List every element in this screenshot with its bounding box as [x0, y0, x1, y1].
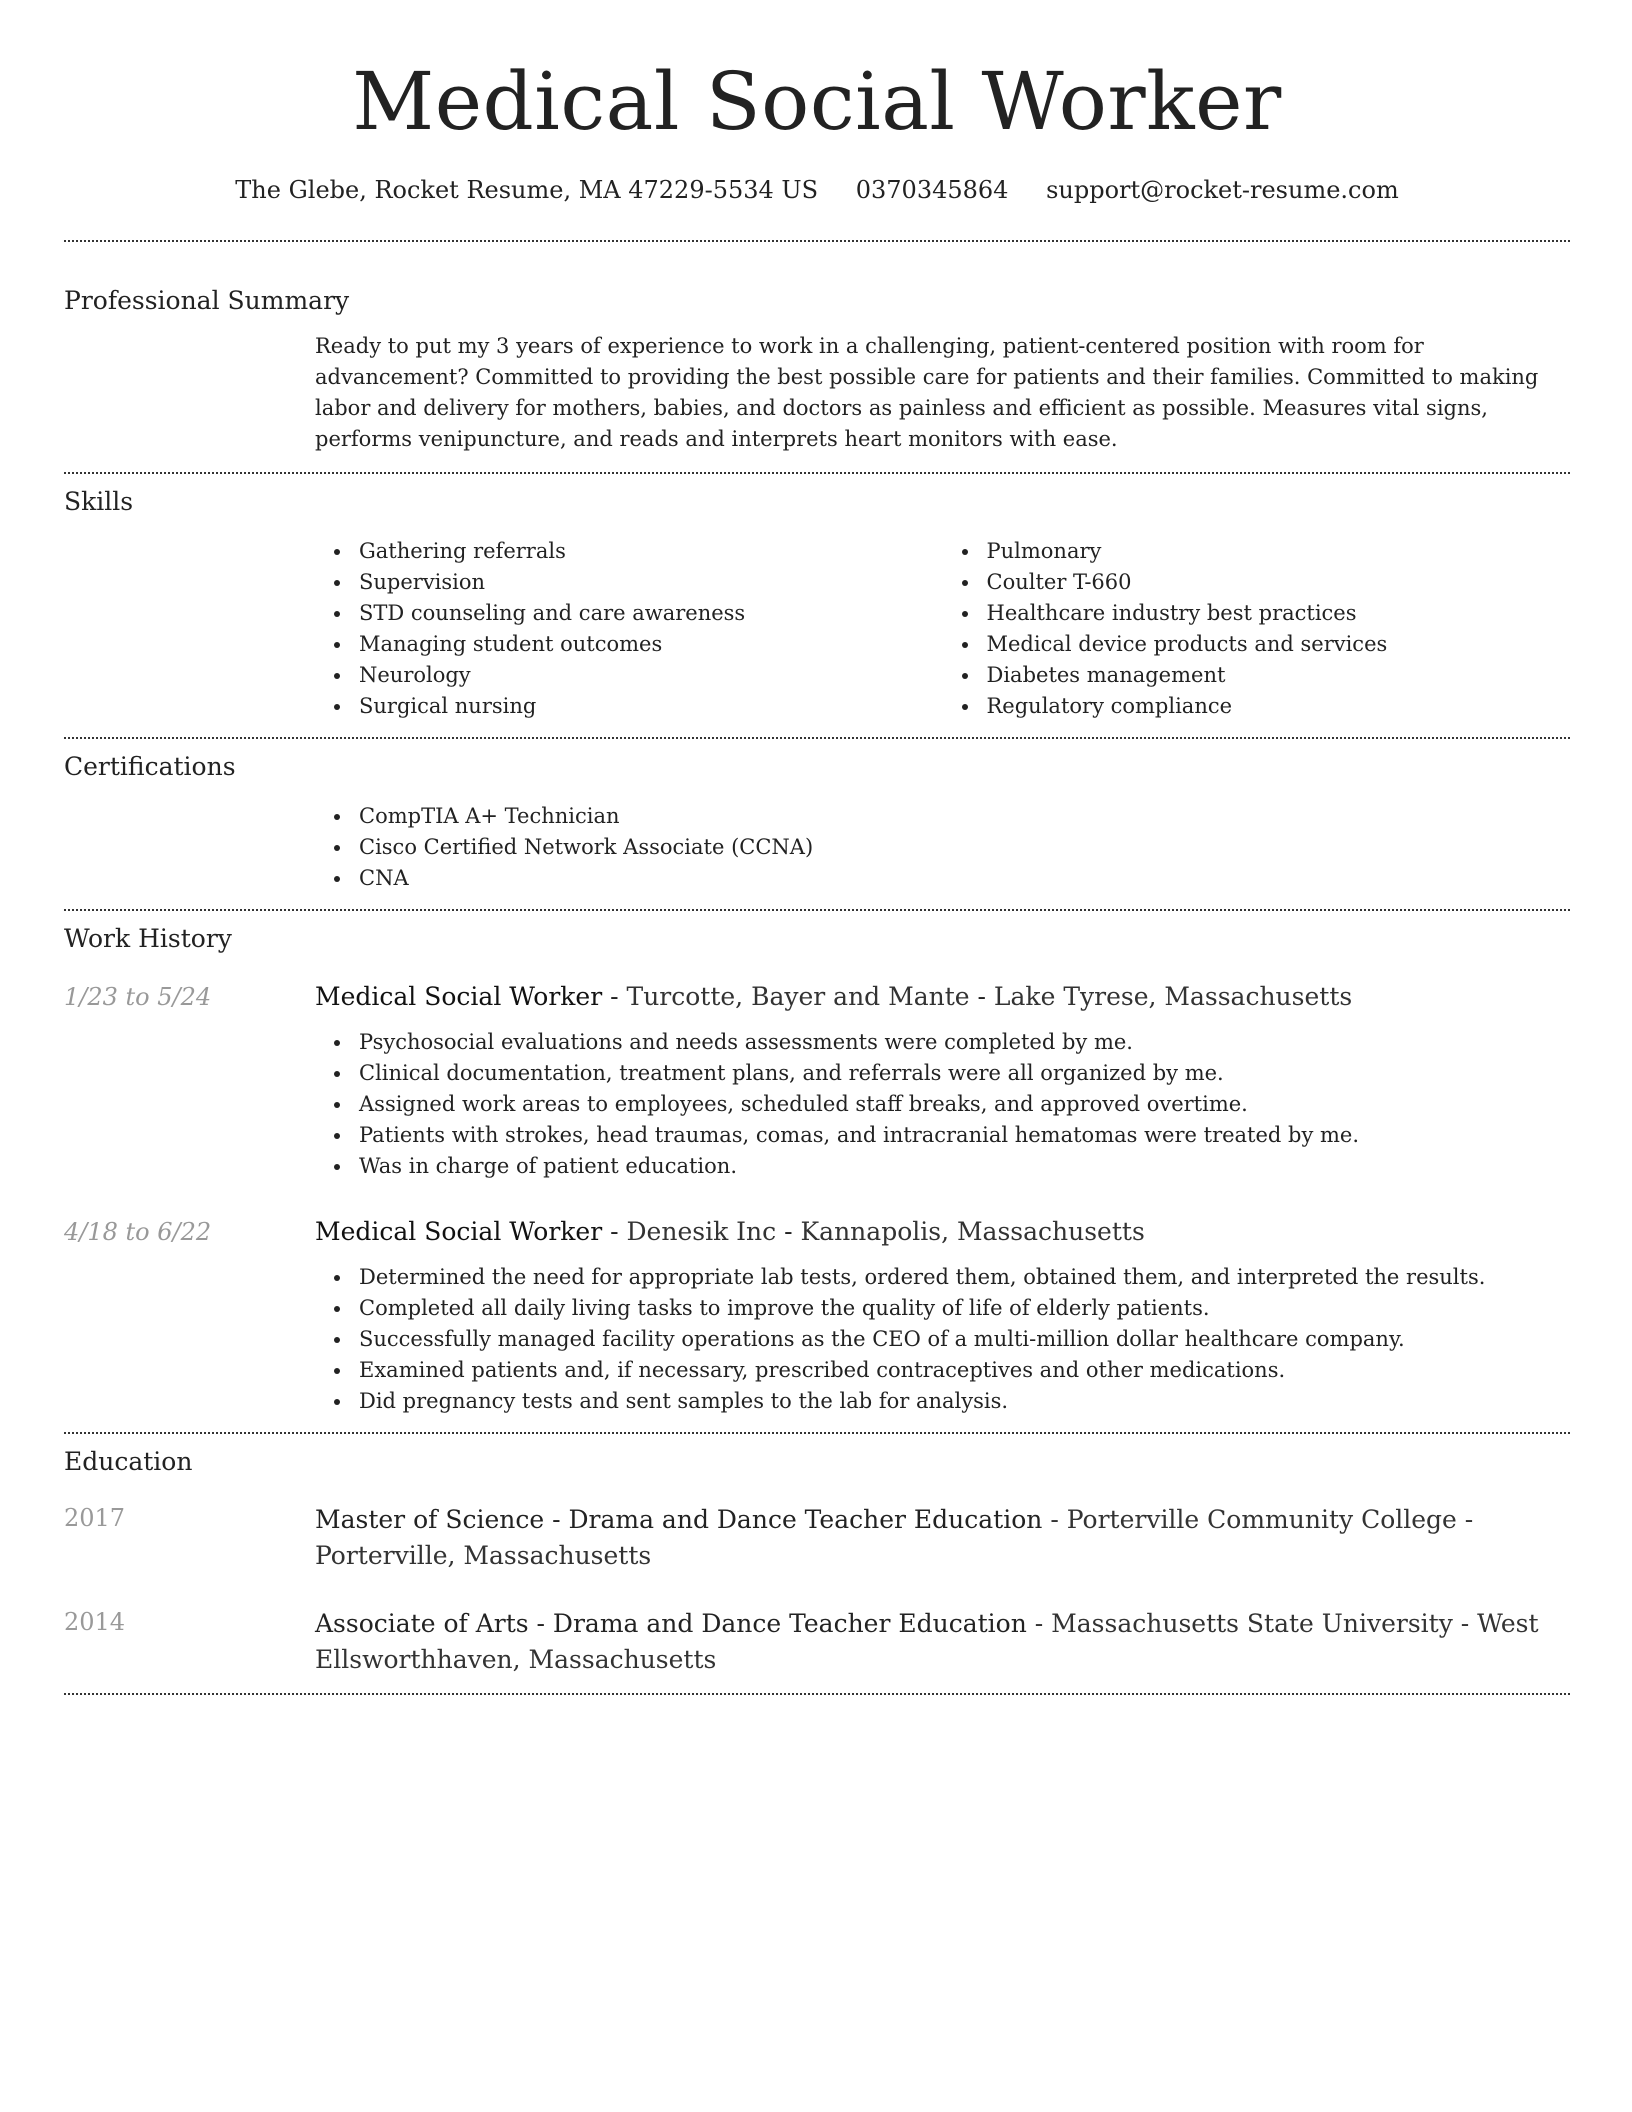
skill-item: Regulatory compliance	[943, 691, 1571, 722]
education-entry	[64, 1606, 1570, 1678]
separator: -	[776, 1217, 801, 1246]
job-bullet: Determined the need for appropriate lab tests, ordered them, obtained them, and interpreted the results.	[315, 1262, 1570, 1293]
divider	[64, 240, 1570, 242]
skills-list-right	[943, 536, 1571, 722]
job-bullet: Assigned work areas to employees, scheduled staff breaks, and approved overtime.	[315, 1089, 1570, 1120]
resume-name: Medical Social Worker	[352, 55, 1282, 148]
job-company: Turcotte, Bayer and Mante	[626, 982, 970, 1011]
job-bullet: Patients with strokes, head traumas, comas, and intracranial hematomas were treated by me.	[315, 1120, 1570, 1151]
certifications-heading: Certifications	[64, 752, 236, 781]
job-company: Denesik Inc	[626, 1217, 777, 1246]
certification-item: CompTIA A+ Technician	[315, 801, 1570, 832]
education-degree: Master of Science - Drama and Dance Teacher Education	[315, 1505, 1043, 1534]
job-bullet: Psychosocial evaluations and needs assessments were completed by me.	[315, 1027, 1570, 1058]
education-section	[64, 1446, 1570, 1678]
work-history-section	[64, 923, 1570, 1417]
skills-section	[64, 486, 1570, 722]
education-entry	[64, 1502, 1570, 1574]
summary-section	[64, 285, 1570, 455]
divider	[64, 1693, 1570, 1695]
work-history-heading: Work History	[64, 924, 232, 953]
summary-heading: Professional Summary	[64, 286, 350, 315]
education-year: 2014	[64, 1608, 126, 1636]
certifications-section	[64, 751, 1570, 894]
certification-item: CNA	[315, 863, 1570, 894]
job-bullet: Did pregnancy tests and sent samples to the lab for analysis.	[315, 1386, 1570, 1417]
divider	[64, 472, 1570, 474]
skill-item: STD counseling and care awareness	[315, 598, 943, 629]
skill-item: Diabetes management	[943, 660, 1571, 691]
skill-item: Supervision	[315, 567, 943, 598]
job-role: Medical Social Worker	[315, 1217, 603, 1246]
job-role: Medical Social Worker	[315, 982, 603, 1011]
education-school: - Massachusetts State University - West Ellsworthhaven, Massachusetts	[315, 1609, 1539, 1674]
certifications-list	[315, 801, 1570, 894]
education-heading: Education	[64, 1447, 193, 1476]
job-title	[315, 1216, 1570, 1248]
education-degree: Associate of Arts - Drama and Dance Teacher Education	[315, 1609, 1027, 1638]
skill-item: Medical device products and services	[943, 629, 1571, 660]
job-bullet: Completed all daily living tasks to improve the quality of life of elderly patients.	[315, 1293, 1570, 1324]
job-bullet: Clinical documentation, treatment plans, and referrals were all organized by me.	[315, 1058, 1570, 1089]
job-title	[315, 981, 1570, 1013]
separator: -	[602, 982, 627, 1011]
job-dates: 1/23 to 5/24	[64, 983, 212, 1011]
divider	[64, 737, 1570, 739]
job-bullet: Examined patients and, if necessary, prescribed contraceptives and other medications.	[315, 1355, 1570, 1386]
education-title	[315, 1502, 1570, 1574]
job-location: Kannapolis, Massachusetts	[800, 1217, 1145, 1246]
separator: -	[969, 982, 994, 1011]
separator: -	[602, 1217, 627, 1246]
resume-page	[64, 0, 1570, 1695]
divider	[64, 1432, 1570, 1434]
job-bullets	[315, 1027, 1570, 1182]
skill-item: Neurology	[315, 660, 943, 691]
skills-heading: Skills	[64, 487, 134, 516]
contact-address: The Glebe, Rocket Resume, MA 47229-5534 US	[235, 176, 819, 204]
certification-item: Cisco Certified Network Associate (CCNA)	[315, 832, 1570, 863]
job-entry	[64, 981, 1570, 1182]
job-entry	[64, 1216, 1570, 1417]
skill-item: Surgical nursing	[315, 691, 943, 722]
summary-text: Ready to put my 3 years of experience to work in a challenging, patient-centered position with room for advancement? Committed to providing the best possible care for patients and their families. Committed to making labor and delivery for mothers, babies, and doctors as painless and efficient as possible. Measures vital signs, performs venipuncture, and reads and interprets heart monitors with ease.	[315, 334, 1539, 451]
job-bullets	[315, 1262, 1570, 1417]
skill-item: Healthcare industry best practices	[943, 598, 1571, 629]
job-location: Lake Tyrese, Massachusetts	[993, 982, 1353, 1011]
skills-list-left	[315, 536, 943, 722]
education-year: 2017	[64, 1504, 126, 1532]
education-title	[315, 1606, 1570, 1678]
contact-phone: 0370345864	[855, 176, 1009, 204]
skill-item: Coulter T-660	[943, 567, 1571, 598]
job-dates: 4/18 to 6/22	[64, 1218, 212, 1246]
skill-item: Managing student outcomes	[315, 629, 943, 660]
job-bullet: Was in charge of patient education.	[315, 1151, 1570, 1182]
divider	[64, 909, 1570, 911]
skill-item: Pulmonary	[943, 536, 1571, 567]
education-school: - Porterville Community College - Porterville, Massachusetts	[315, 1505, 1474, 1570]
job-bullet: Successfully managed facility operations as the CEO of a multi-million dollar healthcare company.	[315, 1324, 1570, 1355]
contact-line	[64, 174, 1570, 206]
skill-item: Gathering referrals	[315, 536, 943, 567]
contact-email[interactable]: support@rocket-resume.com	[1046, 176, 1399, 204]
